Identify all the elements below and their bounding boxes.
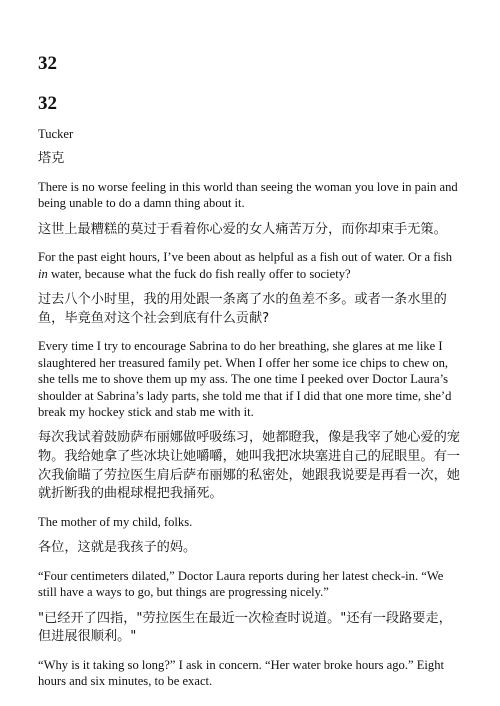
pov-name-en: Tucker bbox=[38, 127, 74, 141]
paragraph-zh-2: 过去八个小时里，我的用处跟一条离了水的鱼差不多。或者一条水里的鱼，毕竟鱼对这个社会到底有什么贡献? bbox=[38, 292, 447, 326]
paragraph-en-3: Every time I try to encourage Sabrina to do her breathing, she glares at me like I slaughtered her treasured family pet. When I offer her some ice chips to chew on, she tells me to shove them up my ass. The one time I peeked over Doctor Laura’s shoulder at Sabrina’s lady parts, she told me that if I did that one more time, she’d break my hockey stick and stab me with it. bbox=[38, 339, 452, 420]
paragraph-en-2 bbox=[38, 249, 462, 282]
paragraph-en-5: “Four centimeters dilated,” Doctor Laura reports during her latest check-in. “We still have a ways to go, but things are progressing nicely.” bbox=[38, 568, 444, 600]
paragraph-zh-3: 每次我试着鼓励萨布丽娜做呼吸练习，她都瞪我，像是我宰了她心爱的宠物。我给她拿了些冰块让她嚼嚼，她叫我把冰块塞进自己的屁眼里。有一次我偷瞄了劳拉医生肩后萨布丽娜的私密处，她跟我说要是再看一次，她就折断我的曲棍球棍把我捅死。 bbox=[38, 430, 460, 502]
paragraph-en-1: There is no worse feeling in this world than seeing the woman you love in pain and being unable to do a damn thing about it. bbox=[38, 180, 458, 211]
chapter-heading: 32 bbox=[38, 93, 57, 114]
paragraph-en-4: The mother of my child, folks. bbox=[38, 514, 193, 529]
paragraph-en-2-part-a: For the past eight hours, I’ve been about as helpful as a fish out of water. Or a fish bbox=[38, 250, 453, 265]
paragraph-en-2-italic: in bbox=[38, 266, 48, 281]
paragraph-zh-5: "已经开了四指，"劳拉医生在最近一次检查时说道。"还有一段路要走，但进展很顺利。" bbox=[38, 610, 452, 645]
paragraph-zh-4: 各位，这就是我孩子的妈。 bbox=[38, 540, 197, 556]
pov-name-zh: 塔克 bbox=[38, 151, 65, 167]
paragraph-en-6: “Why is it taking so long?” I ask in concern. “Her water broke hours ago.” Eight hours and six minutes, to be exact. bbox=[38, 657, 445, 689]
paragraph-en-2-part-b: water, because what the fuck do fish really offer to society? bbox=[47, 266, 351, 281]
chapter-number: 32 bbox=[38, 53, 57, 74]
paragraph-zh-1: 这世上最糟糕的莫过于看着你心爱的女人痛苦万分，而你却束手无策。 bbox=[38, 221, 447, 237]
